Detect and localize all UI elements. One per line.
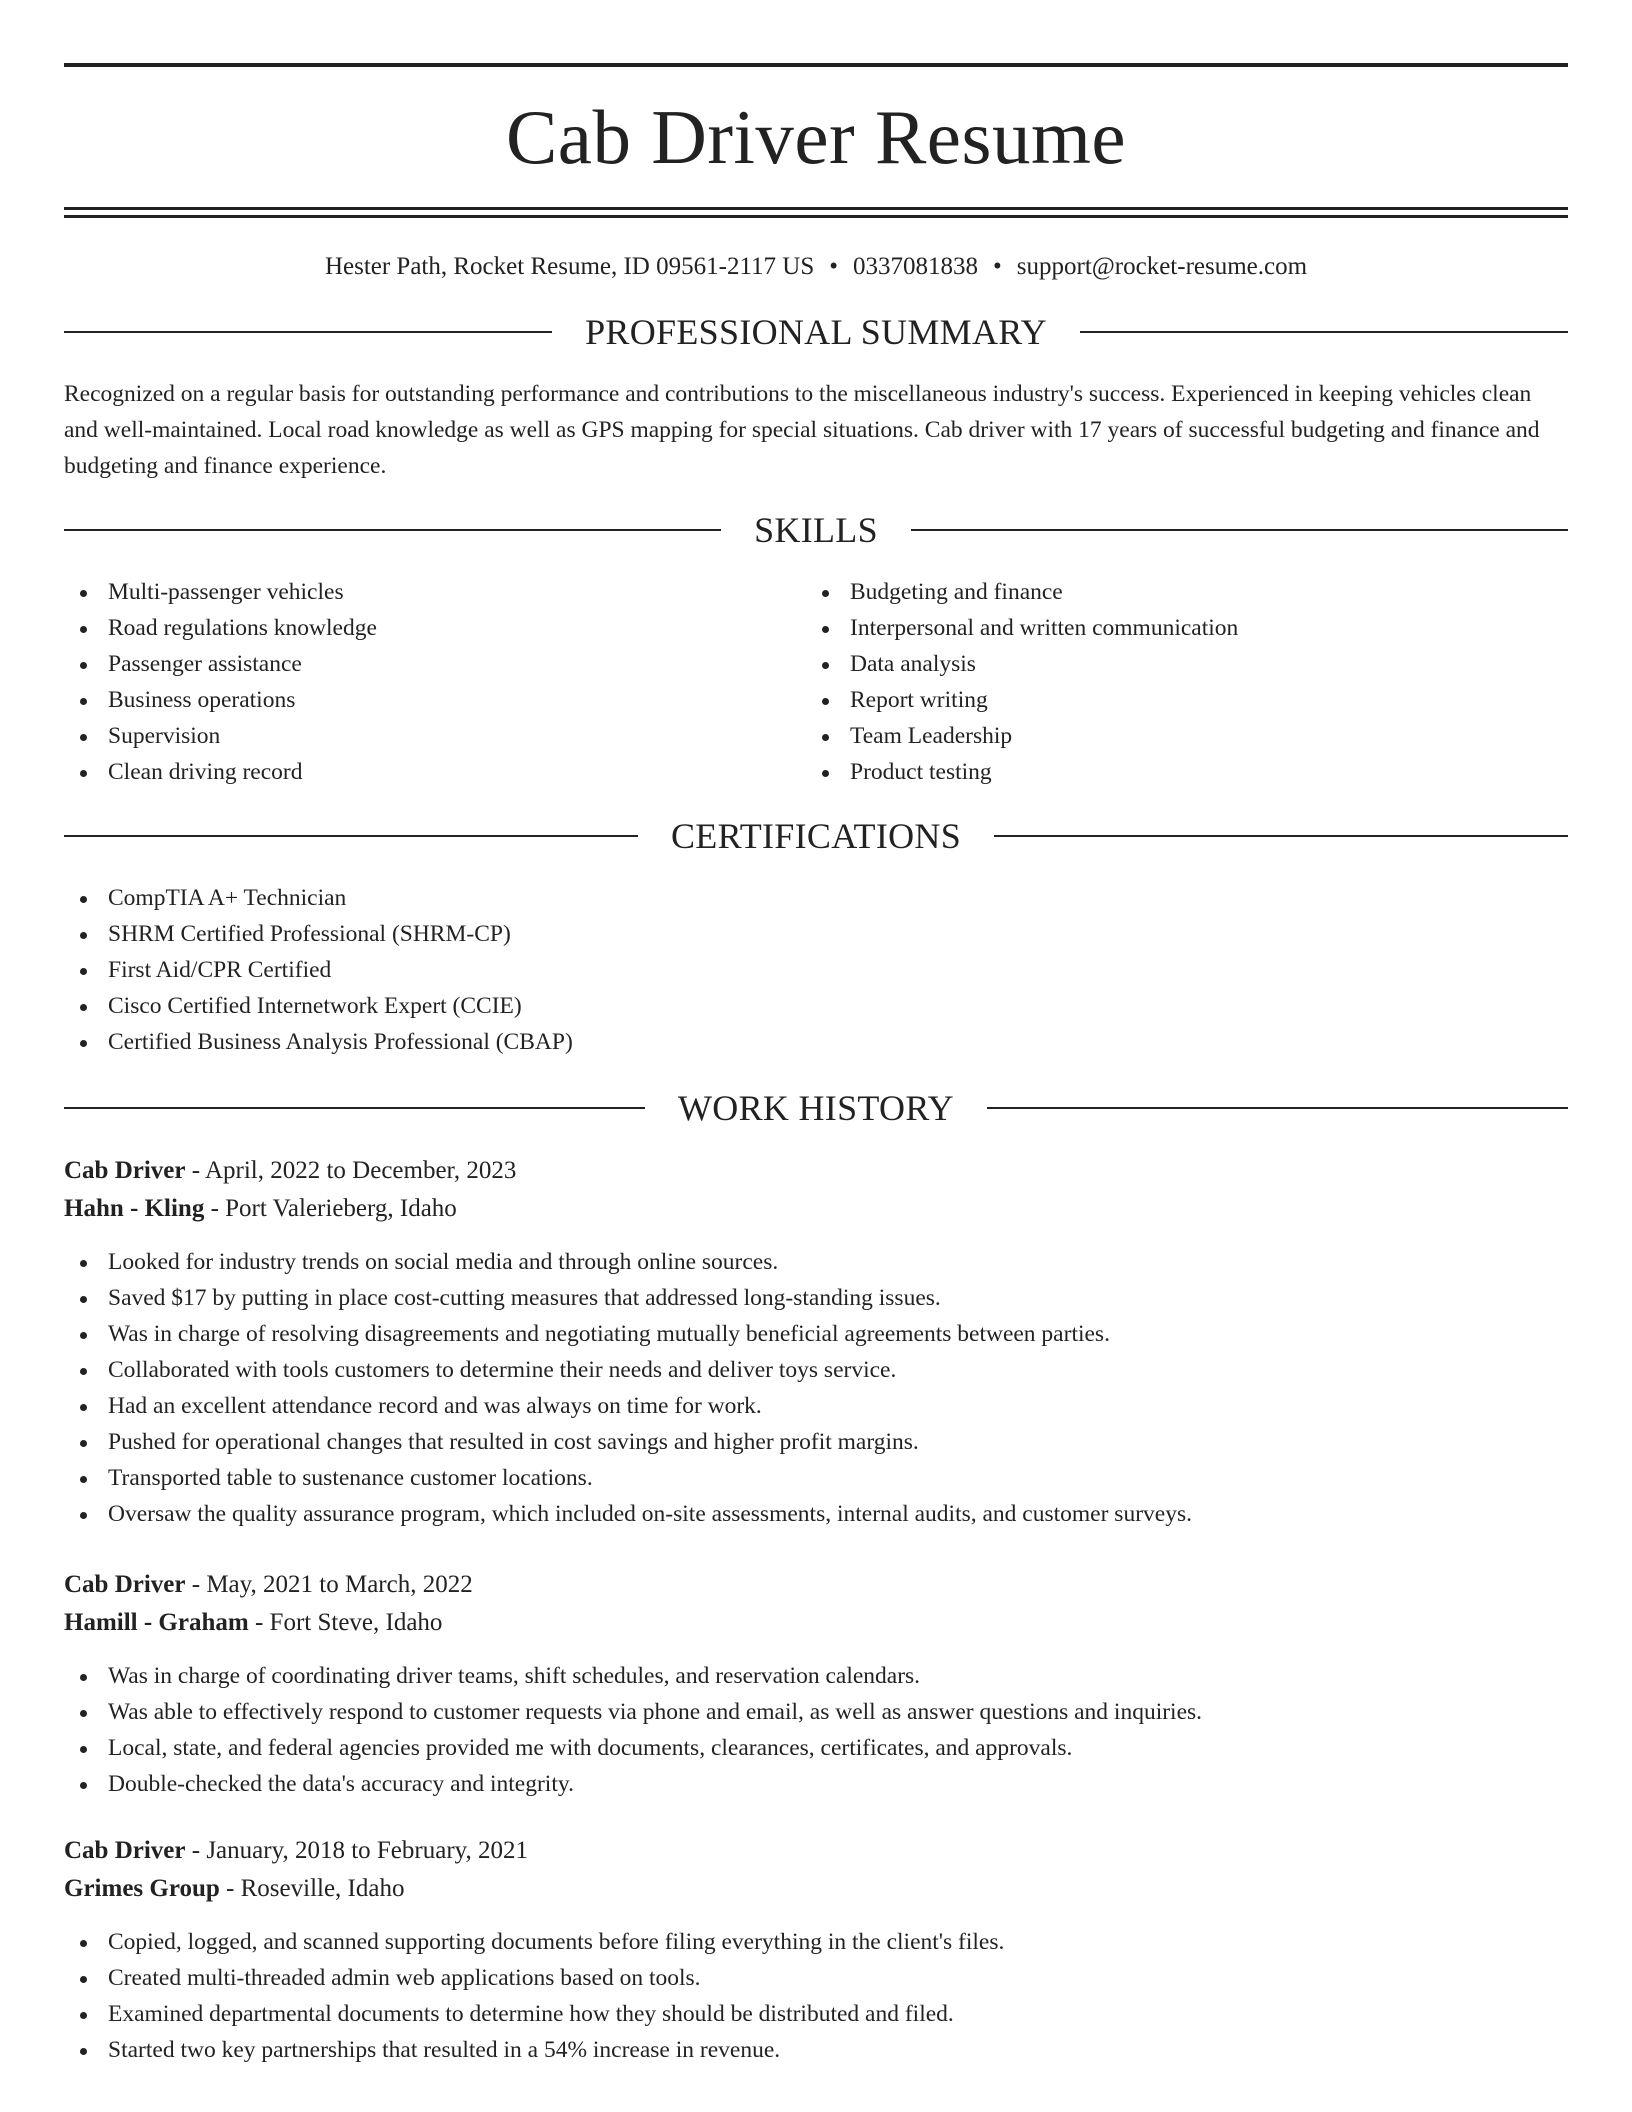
job-bullet: Was able to effectively respond to customer requests via phone and email, as well as answer questions and inquiries. (64, 1694, 1568, 1730)
section-header-skills (64, 512, 1568, 548)
job-title: Cab Driver (64, 1571, 186, 1598)
page-title: Cab Driver Resume (505, 94, 1127, 180)
skill-item: Supervision (64, 718, 806, 754)
job-location: - Roseville, Idaho (219, 1875, 405, 1902)
divider-line (987, 1107, 1568, 1109)
job-location: - Fort Steve, Idaho (248, 1609, 443, 1636)
job-dates: - April, 2022 to December, 2023 (185, 1157, 517, 1184)
job-entry (64, 1566, 1568, 1802)
section-header-work-history (64, 1090, 1568, 1126)
job-title: Cab Driver (64, 1837, 186, 1864)
job-bullet: Was in charge of resolving disagreements and negotiating mutually beneficial agreements between parties. (64, 1316, 1568, 1352)
job-bullet: Double-checked the data's accuracy and integrity. (64, 1766, 1568, 1802)
job-title-line (64, 1152, 1568, 1190)
skill-item: Multi-passenger vehicles (64, 574, 806, 610)
section-title-skills: SKILLS (754, 510, 878, 550)
job-bullet: Transported table to sustenance customer locations. (64, 1460, 1568, 1496)
skill-item: Report writing (806, 682, 1548, 718)
certification-item: SHRM Certified Professional (SHRM-CP) (64, 916, 1568, 952)
skill-item: Business operations (64, 682, 806, 718)
title-double-rule (64, 207, 1568, 218)
certification-item: Certified Business Analysis Professional (CBAP) (64, 1024, 1568, 1060)
job-company-line (64, 1870, 1568, 1908)
contact-line (64, 254, 1568, 280)
job-title: Cab Driver (64, 1157, 186, 1184)
divider-line (64, 835, 638, 837)
divider-line (64, 529, 721, 531)
job-bullet: Examined departmental documents to determine how they should be distributed and filed. (64, 1996, 1568, 2032)
job-bullet: Collaborated with tools customers to determine their needs and deliver toys service. (64, 1352, 1568, 1388)
skills-list-left (64, 574, 806, 790)
certification-item: First Aid/CPR Certified (64, 952, 1568, 988)
section-header-summary (64, 314, 1568, 350)
contact-separator: • (993, 253, 1002, 280)
job-bullet: Pushed for operational changes that resulted in cost savings and higher profit margins. (64, 1424, 1568, 1460)
job-bullet: Saved $17 by putting in place cost-cutting measures that addressed long-standing issues. (64, 1280, 1568, 1316)
divider-line (994, 835, 1568, 837)
job-location: - Port Valerieberg, Idaho (204, 1195, 457, 1222)
job-dates: - January, 2018 to February, 2021 (185, 1837, 529, 1864)
certification-item: Cisco Certified Internetwork Expert (CCIE) (64, 988, 1568, 1024)
contact-separator: • (829, 253, 838, 280)
job-company: Grimes Group (64, 1875, 220, 1902)
job-bullet: Had an excellent attendance record and was always on time for work. (64, 1388, 1568, 1424)
certifications-list (64, 880, 1568, 1060)
job-bullet: Created multi-threaded admin web applications based on tools. (64, 1960, 1568, 1996)
section-title-summary: PROFESSIONAL SUMMARY (585, 312, 1047, 352)
job-entry (64, 1152, 1568, 1532)
job-bullets (64, 1244, 1568, 1532)
divider-line (64, 331, 552, 333)
job-title-line (64, 1832, 1568, 1870)
job-company-line (64, 1604, 1568, 1642)
skill-item: Clean driving record (64, 754, 806, 790)
job-bullet: Started two key partnerships that resulted in a 54% increase in revenue. (64, 2032, 1568, 2068)
job-company-line (64, 1190, 1568, 1228)
section-title-certifications: CERTIFICATIONS (670, 816, 962, 856)
resume-page (64, 0, 1568, 2068)
job-company: Hahn - Kling (64, 1195, 205, 1222)
certification-item: CompTIA A+ Technician (64, 880, 1568, 916)
job-company: Hamill - Graham (64, 1609, 249, 1636)
skill-item: Interpersonal and written communication (806, 610, 1548, 646)
section-header-certifications (64, 818, 1568, 854)
summary-paragraph: Recognized on a regular basis for outstanding performance and contributions to the miscellaneous industry's success. Experienced in keeping vehicles clean and well-maintained. Local road knowledge as well as GPS mapping for special situations. Cab driver with 17 years of successful budgeting and finance and budgeting and finance experience. (64, 381, 1540, 479)
job-bullet: Was in charge of coordinating driver teams, shift schedules, and reservation calendars. (64, 1658, 1568, 1694)
divider-line (64, 1107, 645, 1109)
job-title-line (64, 1566, 1568, 1604)
skill-item: Road regulations knowledge (64, 610, 806, 646)
job-bullets (64, 1658, 1568, 1802)
job-bullet: Copied, logged, and scanned supporting documents before filing everything in the client's files. (64, 1924, 1568, 1960)
contact-phone: 0337081838 (853, 253, 978, 280)
contact-email: support@rocket-resume.com (1016, 253, 1308, 280)
section-title-work-history: WORK HISTORY (678, 1088, 954, 1128)
job-bullet: Oversaw the quality assurance program, which included on-site assessments, internal audits, and customer surveys. (64, 1496, 1568, 1532)
divider-line (911, 529, 1568, 531)
job-bullet: Looked for industry trends on social media and through online sources. (64, 1244, 1568, 1280)
skills-grid (64, 574, 1568, 790)
skills-list-right (806, 574, 1548, 790)
job-bullets (64, 1924, 1568, 2068)
job-bullet: Local, state, and federal agencies provided me with documents, clearances, certificates, and approvals. (64, 1730, 1568, 1766)
skill-item: Data analysis (806, 646, 1548, 682)
skill-item: Product testing (806, 754, 1548, 790)
skill-item: Team Leadership (806, 718, 1548, 754)
divider-line (1080, 331, 1568, 333)
skill-item: Budgeting and finance (806, 574, 1548, 610)
skill-item: Passenger assistance (64, 646, 806, 682)
contact-address: Hester Path, Rocket Resume, ID 09561-2117 US (324, 253, 815, 280)
job-entry (64, 1832, 1568, 2068)
job-dates: - May, 2021 to March, 2022 (185, 1571, 473, 1598)
top-rule (64, 63, 1568, 67)
